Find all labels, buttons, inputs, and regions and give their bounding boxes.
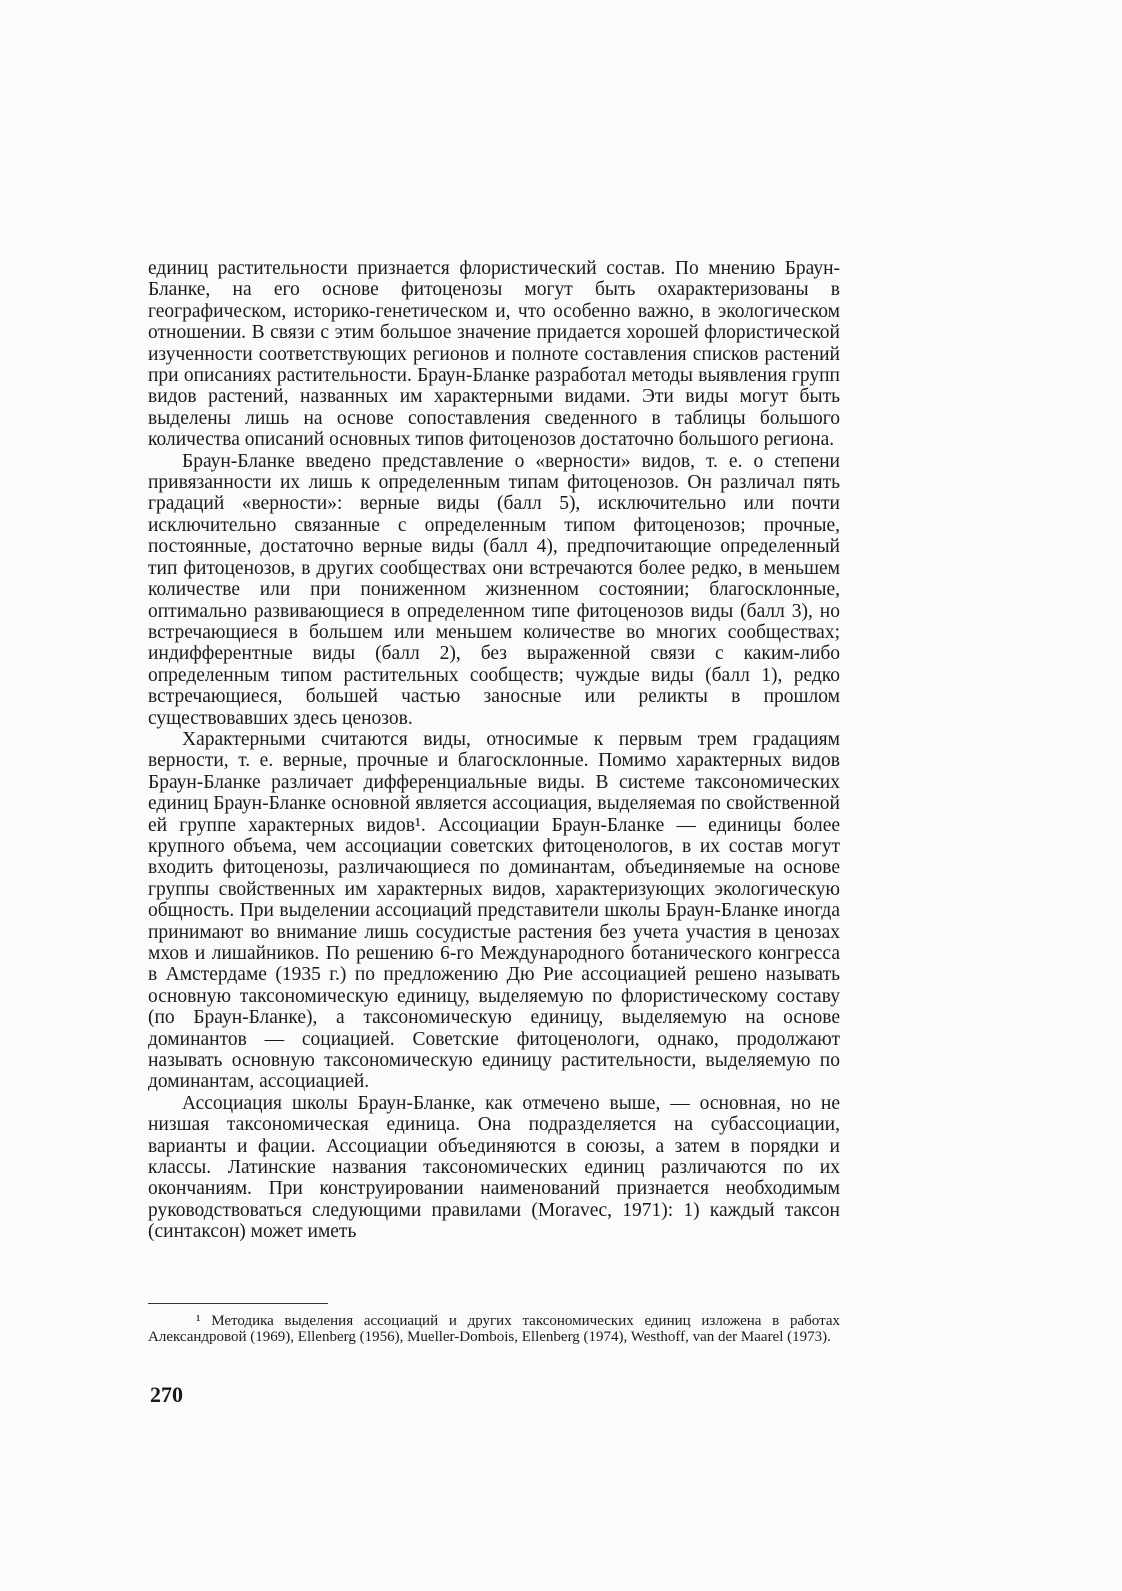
paragraph: Браун-Бланке введено представление о «верности» видов, т. е. о степени привязанности их лишь к определенным типам фитоценозов. Он различал пять градаций «верности»: верные виды (балл 5), исключительно или почти исключительно связанные с определенным типом фитоценозов; прочные, постоянные, достаточно верные виды (балл 4), предпочитающие определенный тип фитоценозов, в других сообществах они встречаются более редко, в меньшем количестве или при пониженном жизненном состоянии; благосклонные, оптимально развивающиеся в определенном типе фитоценозов виды (балл 3), но встречающиеся в большем или меньшем количестве во многих сообществах; индифферентные виды (балл 2), без выраженной связи с каким-либо определенным типом растительных сообществ; чуждые виды (балл 1), редко встречающиеся, большей частью заносные или реликты в прошлом существовавших здесь ценозов. xyxy=(148,450,840,729)
footnote: ¹ Методика выделения ассоциаций и других таксономических единиц изложена в работах Александровой (1969), Ellenberg (1956), Mueller-Dombois, Ellenberg (1974), Westhoff, van der Maarel (1973). xyxy=(148,1313,840,1345)
paragraph: единиц растительности признается флористический состав. По мнению Браун-Бланке, на его основе фитоценозы могут быть охарактеризованы в географическом, историко-генетическом и, что особенно важно, в экологическом отношении. В связи с этим большое значение придается хорошей флористической изученности соответствующих регионов и полноте составления списков растений при описаниях растительности. Браун-Бланке разработал методы выявления групп видов растений, названных им характерными видами. Эти виды могут быть выделены лишь на основе сопоставления сведенного в таблицы большого количества описаний основных типов фитоценозов достаточно большого региона. xyxy=(148,258,840,451)
main-text xyxy=(148,258,840,1243)
paragraph: Характерными считаются виды, относимые к первым трем градациям верности, т. е. верные, прочные и благосклонные. Помимо характерных видов Браун-Бланке различает дифференциальные виды. В системе таксономических единиц Браун-Бланке основной является ассоциация, выделяемая по свойственной ей группе характерных видов¹. Ассоциации Браун-Бланке — единицы более крупного объема, чем ассоциации советских фитоценологов, в их состав могут входить фитоценозы, различающиеся по доминантам, объединяемые на основе группы свойственных им характерных видов, характеризующих экологическую общность. При выделении ассоциаций представители школы Браун-Бланке иногда принимают во внимание лишь сосудистые растения без учета участия в ценозах мхов и лишайников. По решению 6-го Международного ботанического конгресса в Амстердаме (1935 г.) по предложению Дю Рие ассоциацией решено называть основную таксономическую единицу, выделяемую по флористическому составу (по Браун-Бланке), а таксономическую единицу, выделяемую на основе доминантов — социацией. Советские фитоценологи, однако, продолжают называть основную таксономическую единицу растительности, выделяемую по доминантам, ассоциацией. xyxy=(148,728,840,1093)
paragraph: Ассоциация школы Браун-Бланке, как отмечено выше, — основная, но не низшая таксономическая единица. Она подразделяется на субассоциации, варианты и фации. Ассоциации объединяются в союзы, а затем в порядки и классы. Латинские названия таксономических единиц различаются по их окончаниям. При конструировании наименований признается необходимым руководствоваться следующими правилами (Moravec, 1971): 1) каждый таксон (синтаксон) может иметь xyxy=(148,1092,840,1243)
footnote-divider xyxy=(148,1303,328,1304)
page-number: 270 xyxy=(150,1382,183,1407)
